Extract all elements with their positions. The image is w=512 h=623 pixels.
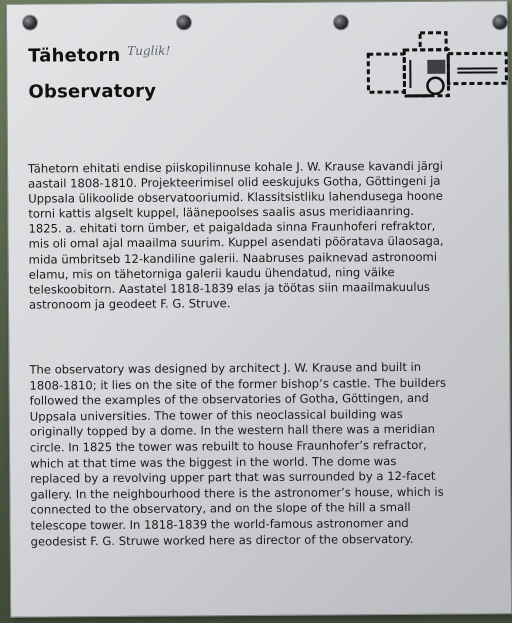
text-line: mis oli omal ajal maailma suurim. Kuppel asendati pööratava ülaosaga, [28, 234, 444, 252]
information-sign [6, 0, 512, 617]
text-line: gallery. In the neighbourhood there is the astronomer’s house, which is [30, 484, 444, 502]
text-line: replaced by a revolving upper part that was surrounded by a 12-facet [30, 468, 436, 486]
text-line: followed the examples of the observatories of Gotha, Göttingen, and [29, 391, 429, 408]
text-line: originally topped by a dome. In the western hall there was a meridian [29, 422, 436, 439]
text-line: which at that time was the biggest in the world. The dome was [30, 453, 397, 471]
text-line: mida ümbritseb 12-kandiline galerii. Naabruses paiknevad astronoomi [28, 249, 438, 267]
text-line: circle. In 1825 the tower was rebuilt to house Fraunhofer’s refractor, [29, 437, 427, 455]
rivet-icon [334, 15, 348, 29]
text-line: telescope tower. In 1818-1839 the world-famous astronomer and [30, 515, 409, 533]
text-line: The observatory was designed by architect J. W. Krause and built in [29, 359, 422, 377]
text-line: Tähetorn ehitati endise piiskopilinnuse kohale J. W. Krause kavandi järgi [27, 158, 444, 176]
text-line: Uppsala universities. The tower of this neoclassical building was [29, 406, 403, 424]
rivet-icon [177, 15, 191, 29]
rivet-icon [23, 16, 37, 30]
text-line: aastail 1808-1810. Projekteerimisel olid eeskujuks Gotha, Göttingeni ja [28, 173, 441, 191]
text-line: Uppsala ülikoolide observatooriumid. Klassitsistliku lahendusega hoone [28, 188, 443, 206]
text-line: connected to the observatory, and on the slope of the hill a small [30, 500, 411, 517]
description-estonian [28, 158, 509, 312]
text-line: 1808-1810; it lies on the site of the former bishop’s castle. The builders [29, 375, 447, 393]
sign-title-english: Observatory [28, 80, 157, 103]
text-line: torni kattis algselt kuppel, läänepoolses saalis asus meridiaanring. [28, 204, 415, 221]
text-line: elamu, mis on tähetorniga galerii kaudu ühendatud, ning väike [28, 264, 395, 282]
text-line: geodesist F. G. Struwe worked here as director of the observatory. [30, 531, 414, 549]
text-line: 1825. a. ehitati torn ümber, et paigaldada sinna Fraunhoferi refraktor, [28, 219, 436, 236]
text-line: astronoom ja geodeet F. G. Struve. [28, 296, 231, 312]
graffiti-scribble: Tuglik! [127, 43, 171, 58]
text-line: teleskoobitorn. Aastatel 1818-1839 elas ja töötas siin maailmakuulus [28, 279, 430, 297]
description-english [29, 359, 510, 549]
rivet-icon [493, 15, 507, 29]
sign-title-estonian: Tähetorn [28, 44, 121, 67]
building-floor-plan-icon [365, 29, 510, 102]
